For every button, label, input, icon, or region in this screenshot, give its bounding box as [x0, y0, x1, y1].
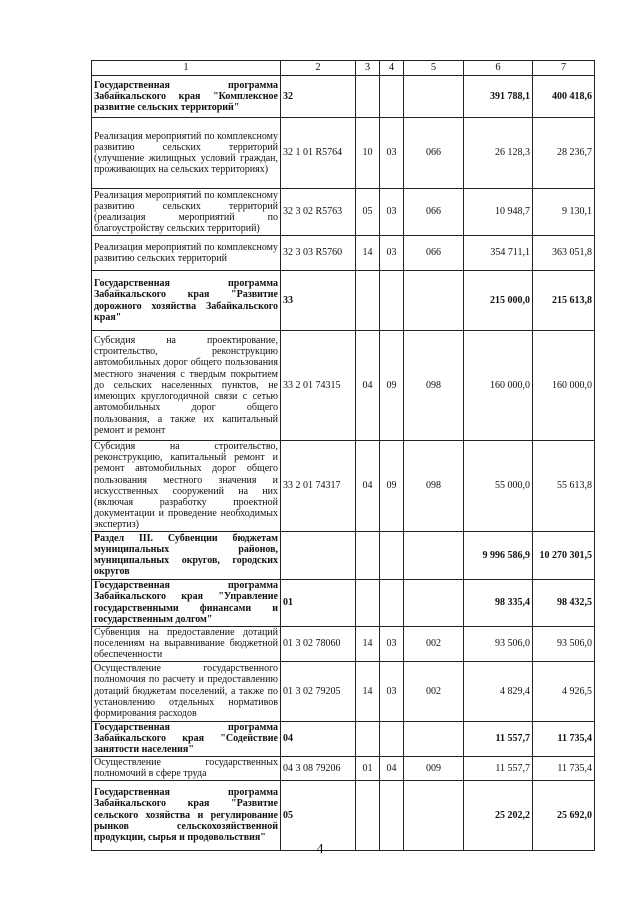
- row-col4-cell: 03: [380, 626, 404, 661]
- row-value-col6-cell: 215 000,0: [464, 271, 533, 331]
- row-code-cell: 33: [281, 271, 356, 331]
- row-code-cell: 32 3 03 R5760: [281, 236, 356, 271]
- row-name-cell: Осуществление государственных полномочий в сфере труда: [92, 756, 281, 780]
- table-row: [92, 756, 595, 780]
- table-row: [92, 236, 595, 271]
- column-header: 6: [464, 61, 533, 76]
- budget-table: [91, 60, 595, 851]
- row-col5-cell: 002: [404, 661, 464, 721]
- row-col3-cell: 10: [356, 118, 380, 189]
- row-code-cell: 33 2 01 74317: [281, 441, 356, 532]
- row-col3-cell: [356, 76, 380, 118]
- row-col5-cell: [404, 531, 464, 579]
- row-col3-cell: [356, 271, 380, 331]
- row-value-col7-cell: 98 432,5: [533, 579, 595, 626]
- table-row: [92, 579, 595, 626]
- row-value-col6-cell: 98 335,4: [464, 579, 533, 626]
- row-col3-cell: [356, 721, 380, 756]
- row-code-cell: 32 3 02 R5763: [281, 189, 356, 236]
- row-value-col6-cell: 25 202,2: [464, 780, 533, 850]
- row-col4-cell: [380, 780, 404, 850]
- column-header: 2: [281, 61, 356, 76]
- row-col4-cell: 03: [380, 189, 404, 236]
- row-col4-cell: [380, 76, 404, 118]
- row-col4-cell: 09: [380, 441, 404, 532]
- row-col3-cell: [356, 780, 380, 850]
- column-header: 1: [92, 61, 281, 76]
- row-value-col7-cell: 28 236,7: [533, 118, 595, 189]
- row-code-cell: 05: [281, 780, 356, 850]
- row-value-col7-cell: 55 613,8: [533, 441, 595, 532]
- table-row: [92, 626, 595, 661]
- table-row: [92, 441, 595, 532]
- table-row: [92, 271, 595, 331]
- column-header: 3: [356, 61, 380, 76]
- row-code-cell: 04: [281, 721, 356, 756]
- row-col4-cell: [380, 271, 404, 331]
- row-name-cell: Государственная программа Забайкальского края "Комплексное развитие сельских территорий": [92, 76, 281, 118]
- table-row: [92, 331, 595, 441]
- row-col3-cell: 14: [356, 626, 380, 661]
- row-value-col6-cell: 55 000,0: [464, 441, 533, 532]
- row-col5-cell: [404, 721, 464, 756]
- row-col4-cell: [380, 579, 404, 626]
- row-code-cell: 01 3 02 79205: [281, 661, 356, 721]
- row-value-col7-cell: 160 000,0: [533, 331, 595, 441]
- row-name-cell: Реализация мероприятий по комплексному развитию сельских территорий: [92, 236, 281, 271]
- row-col4-cell: 03: [380, 236, 404, 271]
- row-code-cell: 32: [281, 76, 356, 118]
- row-name-cell: Государственная программа Забайкальского края "Управление государственными финансами и государственным долгом": [92, 579, 281, 626]
- row-value-col6-cell: 26 128,3: [464, 118, 533, 189]
- row-code-cell: 33 2 01 74315: [281, 331, 356, 441]
- row-name-cell: Субсидия на строительство, реконструкцию, капитальный ремонт и ремонт автомобильных дорог общего пользования местного значения и искусственных сооружений на них (включая разработку проектной документации и проведение необходимых экспертиз): [92, 441, 281, 532]
- row-col3-cell: [356, 579, 380, 626]
- row-value-col6-cell: 11 557,7: [464, 721, 533, 756]
- row-name-cell: Субсидия на проектирование, строительство, реконструкцию автомобильных дорог общего пользования местного значения с твердым покрытием до сельских населенных пунктов, не имеющих круглогодичной связи с сетью автомобильных дорог общего пользования, а также их капитальный ремонт и ремонт: [92, 331, 281, 441]
- row-col5-cell: [404, 76, 464, 118]
- row-value-col6-cell: 4 829,4: [464, 661, 533, 721]
- row-name-cell: Реализация мероприятий по комплексному развитию сельских территорий (улучшение жилищных условий граждан, проживающих на сельских территориях): [92, 118, 281, 189]
- table-row: [92, 721, 595, 756]
- row-code-cell: 01 3 02 78060: [281, 626, 356, 661]
- row-value-col7-cell: 215 613,8: [533, 271, 595, 331]
- row-col5-cell: [404, 271, 464, 331]
- row-code-cell: [281, 531, 356, 579]
- table-row: [92, 189, 595, 236]
- row-value-col6-cell: 391 788,1: [464, 76, 533, 118]
- row-value-col6-cell: 11 557,7: [464, 756, 533, 780]
- row-value-col7-cell: 363 051,8: [533, 236, 595, 271]
- row-name-cell: Реализация мероприятий по комплексному развитию сельских территорий (реализация мероприятий по благоустройству сельских территорий): [92, 189, 281, 236]
- row-col5-cell: 066: [404, 189, 464, 236]
- row-name-cell: Государственная программа Забайкальского края "Развитие дорожного хозяйства Забайкальского края": [92, 271, 281, 331]
- row-col4-cell: 04: [380, 756, 404, 780]
- page-number: 4: [316, 842, 324, 857]
- header-row: [92, 61, 595, 76]
- row-value-col7-cell: 93 506,0: [533, 626, 595, 661]
- row-col5-cell: [404, 579, 464, 626]
- table-row: [92, 661, 595, 721]
- row-name-cell: Государственная программа Забайкальского края "Развитие сельского хозяйства и регулирование рынков сельскохозяйственной продукции, сырья и продовольствия": [92, 780, 281, 850]
- row-col5-cell: 002: [404, 626, 464, 661]
- row-col4-cell: 09: [380, 331, 404, 441]
- row-code-cell: 32 1 01 R5764: [281, 118, 356, 189]
- row-name-cell: Субвенция на предоставление дотаций поселениям на выравнивание бюджетной обеспеченности: [92, 626, 281, 661]
- row-col5-cell: [404, 780, 464, 850]
- row-col5-cell: 009: [404, 756, 464, 780]
- row-col3-cell: 14: [356, 236, 380, 271]
- row-col3-cell: [356, 531, 380, 579]
- row-code-cell: 04 3 08 79206: [281, 756, 356, 780]
- row-col4-cell: 03: [380, 118, 404, 189]
- row-value-col6-cell: 160 000,0: [464, 331, 533, 441]
- row-col3-cell: 14: [356, 661, 380, 721]
- row-col5-cell: 098: [404, 331, 464, 441]
- row-value-col6-cell: 10 948,7: [464, 189, 533, 236]
- row-col3-cell: 01: [356, 756, 380, 780]
- row-value-col6-cell: 354 711,1: [464, 236, 533, 271]
- row-col3-cell: 05: [356, 189, 380, 236]
- row-value-col7-cell: 11 735,4: [533, 721, 595, 756]
- row-value-col7-cell: 25 692,0: [533, 780, 595, 850]
- row-col3-cell: 04: [356, 441, 380, 532]
- row-value-col7-cell: 11 735,4: [533, 756, 595, 780]
- column-header: 5: [404, 61, 464, 76]
- row-col4-cell: [380, 721, 404, 756]
- table-row: [92, 118, 595, 189]
- row-name-cell: Осуществление государственного полномочия по расчету и предоставлению дотаций бюджетам поселений, а также по установлению отдельных нормативов формирования расходов: [92, 661, 281, 721]
- row-value-col7-cell: 400 418,6: [533, 76, 595, 118]
- row-value-col7-cell: 10 270 301,5: [533, 531, 595, 579]
- row-col4-cell: 03: [380, 661, 404, 721]
- row-name-cell: Государственная программа Забайкальского края "Содействие занятости населения": [92, 721, 281, 756]
- row-value-col7-cell: 9 130,1: [533, 189, 595, 236]
- row-col5-cell: 066: [404, 236, 464, 271]
- row-col5-cell: 066: [404, 118, 464, 189]
- row-code-cell: 01: [281, 579, 356, 626]
- row-value-col7-cell: 4 926,5: [533, 661, 595, 721]
- row-value-col6-cell: 93 506,0: [464, 626, 533, 661]
- row-name-cell: Раздел III. Субвенции бюджетам муниципальных районов, муниципальных округов, городских округов: [92, 531, 281, 579]
- table-row: [92, 76, 595, 118]
- row-col3-cell: 04: [356, 331, 380, 441]
- row-col5-cell: 098: [404, 441, 464, 532]
- table-row: [92, 531, 595, 579]
- table-row: [92, 780, 595, 850]
- row-col4-cell: [380, 531, 404, 579]
- row-value-col6-cell: 9 996 586,9: [464, 531, 533, 579]
- column-header: 7: [533, 61, 595, 76]
- column-header: 4: [380, 61, 404, 76]
